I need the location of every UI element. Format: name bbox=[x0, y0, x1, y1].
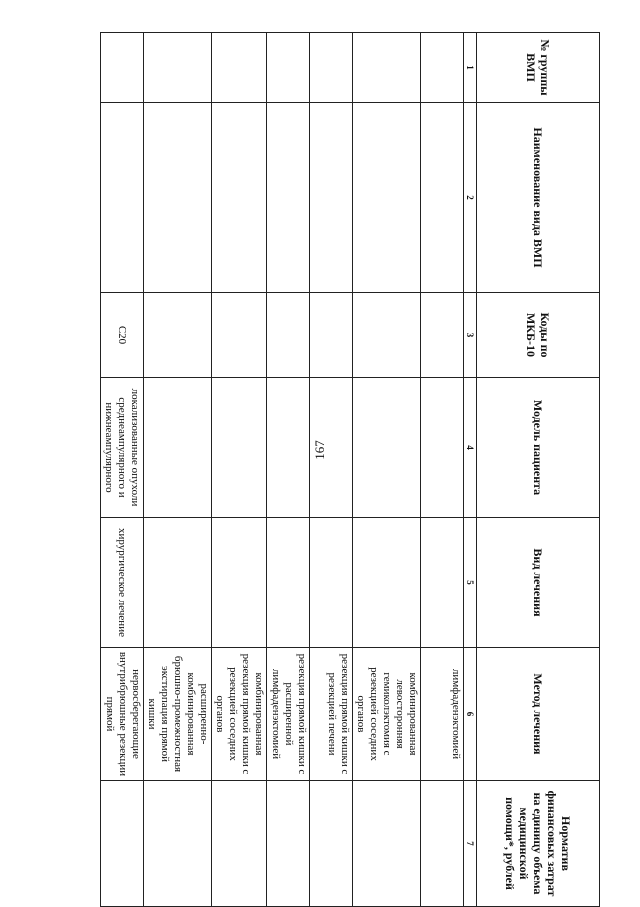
header-treatment-method: Метод лечения bbox=[477, 648, 600, 781]
table-row bbox=[144, 33, 212, 907]
cell-group-number bbox=[144, 33, 212, 103]
header-treatment-type: Вид лечения bbox=[477, 518, 600, 648]
cell-icd-code bbox=[353, 293, 421, 378]
column-number: 1 bbox=[464, 33, 477, 103]
cell-treatment-method: нервосберегающие внутрибрюшные резекции прямой bbox=[101, 648, 144, 781]
cell-treatment-method: комбинированная левосторонняя гемиколэктомия с резекцией соседних органов bbox=[353, 648, 421, 781]
cell-icd-code bbox=[267, 293, 310, 378]
cell-cost bbox=[267, 781, 310, 907]
cell-vmp-name bbox=[144, 103, 212, 293]
cell-icd-code bbox=[212, 293, 267, 378]
cell-cost bbox=[101, 781, 144, 907]
cell-patient-model: локализованные опухоли среднеампулярного и нижнеампулярного bbox=[101, 378, 144, 518]
vmp-table bbox=[100, 32, 600, 907]
table-row bbox=[212, 33, 267, 907]
cell-treatment-method: комбинированная резекция прямой кишки с резекцией соседних органов bbox=[212, 648, 267, 781]
cell-cost bbox=[212, 781, 267, 907]
cell-group-number bbox=[421, 33, 464, 103]
column-number: 2 bbox=[464, 103, 477, 293]
cell-vmp-name bbox=[101, 103, 144, 293]
cell-cost bbox=[144, 781, 212, 907]
cell-group-number bbox=[267, 33, 310, 103]
cell-patient-model bbox=[421, 378, 464, 518]
cell-vmp-name bbox=[267, 103, 310, 293]
cell-patient-model bbox=[267, 378, 310, 518]
cell-group-number bbox=[310, 33, 353, 103]
cell-treatment-type: хирургическое лечение bbox=[101, 518, 144, 648]
cell-group-number bbox=[353, 33, 421, 103]
column-number-row bbox=[464, 33, 477, 907]
cell-treatment-method: резекция прямой кишки с резекцией печени bbox=[310, 648, 353, 781]
cell-treatment-method: резекция прямой кишки с расширенной лимфаденэктомией bbox=[267, 648, 310, 781]
cell-icd-code bbox=[310, 293, 353, 378]
cell-cost bbox=[421, 781, 464, 907]
rotated-table-container bbox=[100, 32, 600, 906]
cell-cost bbox=[310, 781, 353, 907]
header-cost-standard: Норматив финансовых затрат на единицу объема медицинской помощи*, рублей bbox=[477, 781, 600, 907]
table-row bbox=[310, 33, 353, 907]
header-icd-codes: Коды по МКБ-10 bbox=[477, 293, 600, 378]
column-number: 4 bbox=[464, 378, 477, 518]
cell-group-number bbox=[212, 33, 267, 103]
header-group-number: № группы ВМП bbox=[477, 33, 600, 103]
cell-icd-code: C20 bbox=[101, 293, 144, 378]
header-patient-model: Модель пациента bbox=[477, 378, 600, 518]
column-number: 5 bbox=[464, 518, 477, 648]
page-number: 167 bbox=[312, 440, 327, 460]
cell-treatment-type bbox=[421, 518, 464, 648]
header-row bbox=[477, 33, 600, 907]
cell-treatment-type bbox=[267, 518, 310, 648]
cell-vmp-name bbox=[421, 103, 464, 293]
cell-icd-code bbox=[144, 293, 212, 378]
cell-treatment-type bbox=[353, 518, 421, 648]
table-row bbox=[101, 33, 144, 907]
cell-group-number bbox=[101, 33, 144, 103]
cell-treatment-method: расширенно-комбинированная брюшно-промежностная экстирпация прямой кишки bbox=[144, 648, 212, 781]
cell-treatment-type bbox=[212, 518, 267, 648]
cell-patient-model bbox=[212, 378, 267, 518]
column-number: 6 bbox=[464, 648, 477, 781]
cell-vmp-name bbox=[310, 103, 353, 293]
cell-vmp-name bbox=[353, 103, 421, 293]
header-vmp-name: Наименование вида ВМП bbox=[477, 103, 600, 293]
table-row bbox=[421, 33, 464, 907]
cell-treatment-type bbox=[144, 518, 212, 648]
cell-patient-model bbox=[144, 378, 212, 518]
cell-patient-model bbox=[310, 378, 353, 518]
cell-vmp-name bbox=[212, 103, 267, 293]
cell-cost bbox=[353, 781, 421, 907]
column-number: 3 bbox=[464, 293, 477, 378]
table-row bbox=[267, 33, 310, 907]
cell-treatment-type bbox=[310, 518, 353, 648]
table-row bbox=[353, 33, 421, 907]
cell-treatment-method: лимфаденэктомией bbox=[421, 648, 464, 781]
cell-icd-code bbox=[421, 293, 464, 378]
column-number: 7 bbox=[464, 781, 477, 907]
cell-patient-model bbox=[353, 378, 421, 518]
